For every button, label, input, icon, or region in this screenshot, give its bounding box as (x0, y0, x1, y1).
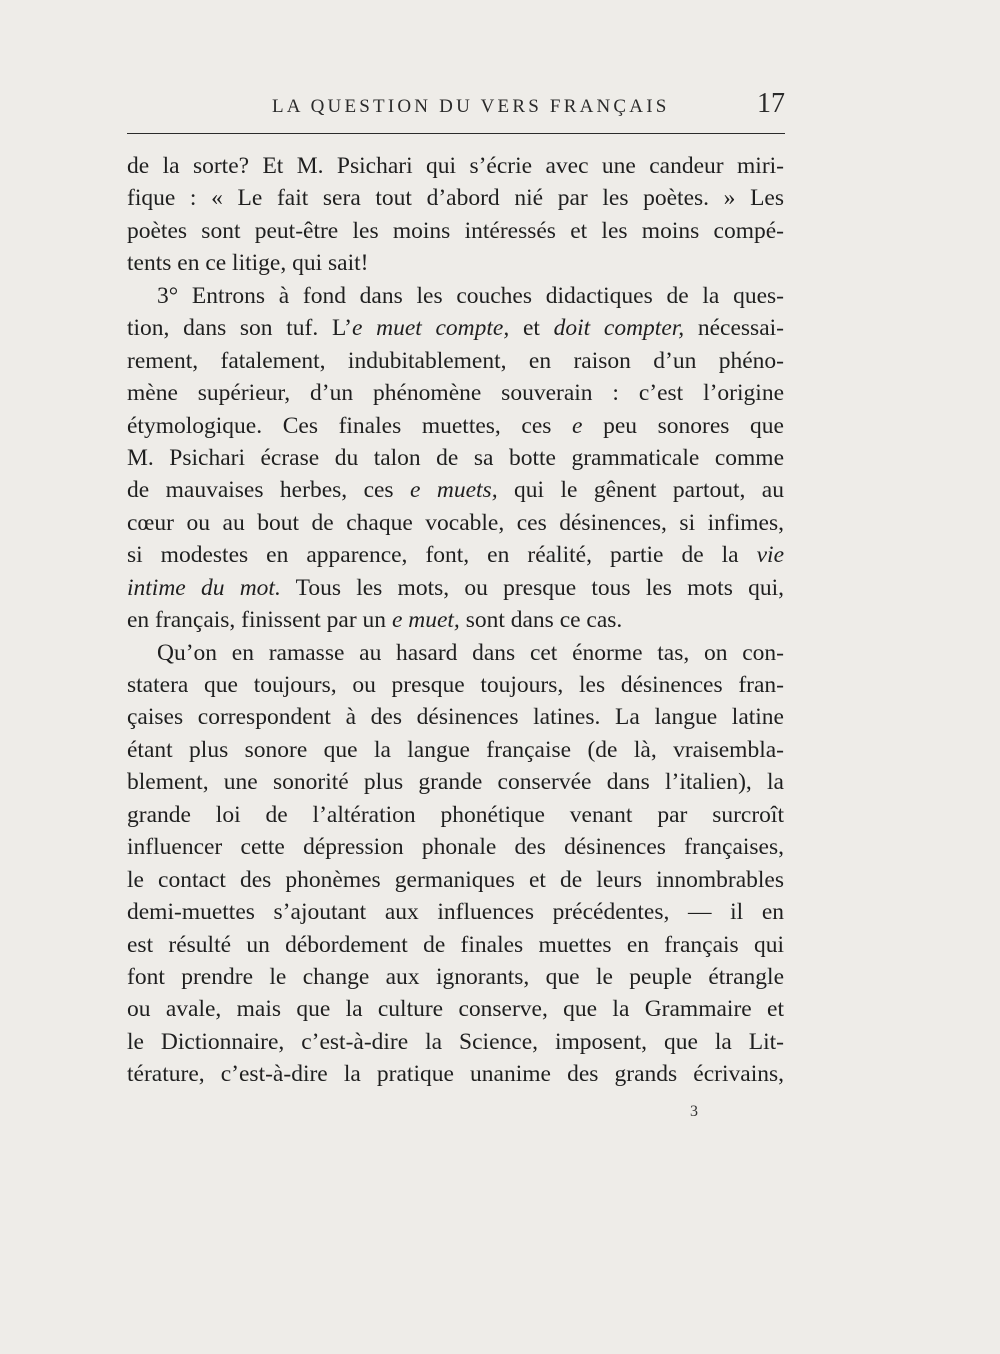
text-line (127, 604, 784, 636)
text-line (127, 312, 784, 344)
italic-segment: e muets, (410, 477, 498, 504)
text-line (127, 896, 784, 928)
text-segment: grande loi de l’altération phonétique venant par surcroît (127, 801, 784, 828)
text-line (127, 280, 784, 312)
text-line (127, 1058, 784, 1090)
text-segment: Tous les mots, ou presque tous les mots qui, (280, 574, 784, 601)
text-segment: blement, une sonorité plus grande conservée dans l’italien), la (127, 769, 784, 796)
text-line (127, 247, 784, 279)
text-segment: rement, fatalement, indubitablement, en raison d’un phéno- (127, 347, 784, 374)
text-line (127, 474, 784, 506)
text-segment: le Dictionnaire, c’est-à-dire la Science, imposent, que la Lit- (127, 1028, 784, 1055)
italic-segment: intime du mot. (127, 574, 281, 601)
italic-segment: doit compter, (553, 315, 685, 342)
text-segment: nécessai- (684, 315, 784, 342)
text-segment: demi-muettes s’ajoutant aux influences précédentes, — il en (127, 899, 784, 926)
text-segment: poètes sont peut-être les moins intéressés et les moins compé- (127, 217, 784, 244)
text-segment: çaises correspondent à des désinences latines. La langue latine (127, 704, 784, 731)
text-line (127, 442, 784, 474)
text-segment: peu sonores que (582, 412, 784, 439)
text-segment: térature, c’est-à-dire la pratique unanime des grands écrivains, (127, 1061, 784, 1088)
text-segment: en français, finissent par un (127, 607, 392, 634)
text-segment: influencer cette dépression phonale des désinences françaises, (127, 834, 784, 861)
text-segment: si modestes en apparence, font, en réalité, partie de la (127, 542, 757, 569)
text-segment: sont dans ce cas. (459, 607, 623, 634)
text-line (127, 410, 784, 442)
text-line (127, 1026, 784, 1058)
page-number: 17 (757, 88, 785, 119)
text-segment: le contact des phonèmes germaniques et de leurs innombrables (127, 866, 784, 893)
text-segment: étymologique. Ces finales muettes, ces (127, 412, 573, 439)
header-rule (127, 133, 785, 134)
text-segment: de la sorte? Et M. Psichari qui s’écrie avec une candeur miri- (127, 153, 784, 179)
text-segment: de mauvaises herbes, ces (127, 477, 411, 504)
text-line (127, 377, 784, 409)
text-segment: Qu’on en ramasse au hasard dans cet énorme tas, on con- (157, 639, 784, 666)
text-line (127, 572, 784, 604)
running-head (0, 88, 1000, 128)
text-line (127, 766, 784, 798)
text-line (127, 864, 784, 896)
text-segment: est résulté un débordement de finales muettes en français qui (127, 931, 784, 958)
text-line (127, 831, 784, 863)
text-segment: et (509, 315, 554, 342)
text-line (127, 539, 784, 571)
text-line (127, 701, 784, 733)
italic-segment: e (572, 412, 583, 439)
text-line (127, 637, 784, 669)
text-segment: fique : « Le fait sera tout d’abord nié par les poètes. » Les (127, 185, 784, 212)
text-segment: 3° Entrons à fond dans les couches didactiques de la ques- (157, 282, 784, 309)
text-segment: font prendre le change aux ignorants, que le peuple étrangle (127, 963, 784, 990)
text-line (127, 345, 784, 377)
text-line (127, 215, 784, 247)
text-segment: mène supérieur, d’un phénomène souverain : c’est l’origine (127, 380, 784, 407)
text-segment: cœur ou au bout de chaque vocable, ces désinences, si infimes, (127, 509, 784, 536)
text-segment: ou avale, mais que la culture conserve, que la Grammaire et (127, 996, 784, 1023)
text-segment: M. Psichari écrase du talon de sa botte grammaticale comme (127, 444, 784, 471)
text-line (127, 150, 784, 182)
text-line (127, 993, 784, 1025)
text-line (127, 961, 784, 993)
text-segment: tents en ce litige, qui sait! (127, 250, 369, 277)
italic-segment: vie (756, 542, 784, 569)
italic-segment: e muet compte, (351, 315, 510, 342)
body-text (127, 150, 784, 1091)
text-line (127, 734, 784, 766)
italic-segment: e muet, (391, 607, 460, 634)
text-segment: étant plus sonore que la langue française (de là, vraisembla- (127, 736, 784, 763)
text-line (127, 669, 784, 701)
text-line (127, 929, 784, 961)
text-segment: qui le gênent partout, au (497, 477, 784, 504)
text-segment: tion, dans son tuf. L’ (127, 315, 352, 342)
text-line (127, 507, 784, 539)
signature-mark: 3 (690, 1103, 698, 1120)
text-line (127, 799, 784, 831)
text-line (127, 182, 784, 214)
running-title: LA QUESTION DU VERS FRANÇAIS (272, 96, 670, 117)
text-segment: statera que toujours, ou presque toujours, les désinences fran- (127, 672, 784, 698)
